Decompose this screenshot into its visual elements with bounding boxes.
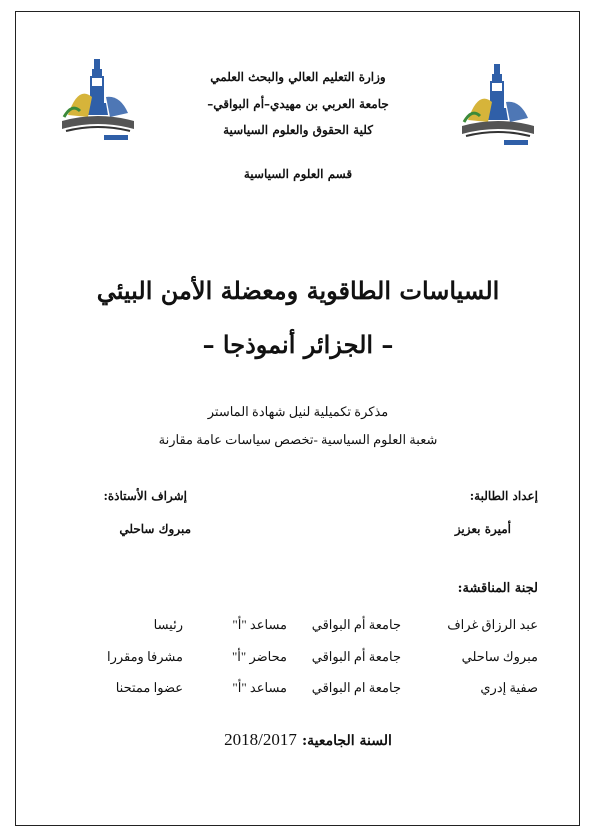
committee-member-role: مشرفا ومقررا (106, 649, 183, 664)
committee-member-name: عبد الرزاق غراف (447, 617, 538, 632)
thesis-title-line2: – الجزائر أنموذجا – (202, 330, 394, 359)
committee-member-rank: مساعد "أ" (232, 680, 287, 695)
academic-year (208, 730, 408, 750)
committee-member-role: عضوا ممتحنا (115, 680, 183, 695)
university-name: جامعة العربي بن مهيدي–أم البواقي– (207, 97, 389, 111)
committee-member-university: جامعة ام البواقي (311, 680, 401, 695)
student-name: أميرة بعزيز (454, 522, 511, 536)
academic-year-label: السنة الجامعية: (301, 733, 392, 749)
supervision-label: إشراف الأستاذة: (103, 489, 187, 503)
faculty-name: كلية الحقوق والعلوم السياسية (223, 123, 373, 137)
committee-member-name: صفية إدري (480, 680, 538, 695)
committee-member-role: رئيسا (153, 617, 183, 632)
thesis-specialty: شعبة العلوم السياسية -تخصص سياسات عامة مقارنة (158, 432, 438, 447)
ministry-name: وزارة التعليم العالي والبحث العلمي (210, 70, 386, 84)
committee-label: لجنة المناقشة: (457, 581, 538, 596)
thesis-title-line1: السياسات الطاقوية ومعضلة الأمن البيئي (96, 276, 500, 305)
supervisor-name: مبروك ساحلي (119, 522, 191, 536)
committee-member-university: جامعة أم البواقي (311, 649, 401, 664)
committee-member-rank: مساعد "أ" (232, 617, 287, 632)
committee-member-rank: محاضر "أ" (231, 649, 287, 664)
academic-year-value: 2018/2017 (224, 730, 297, 749)
university-logo-icon (58, 55, 138, 145)
prepared-by-label: إعداد الطالبة: (469, 489, 538, 503)
department-name: قسم العلوم السياسية (243, 167, 353, 181)
committee-member-university: جامعة أم البواقي (311, 617, 401, 632)
thesis-degree: مذكرة تكميلية لنيل شهادة الماستر (207, 404, 389, 419)
committee-member-name: مبروك ساحلي (461, 649, 538, 664)
university-logo-icon (458, 60, 538, 150)
